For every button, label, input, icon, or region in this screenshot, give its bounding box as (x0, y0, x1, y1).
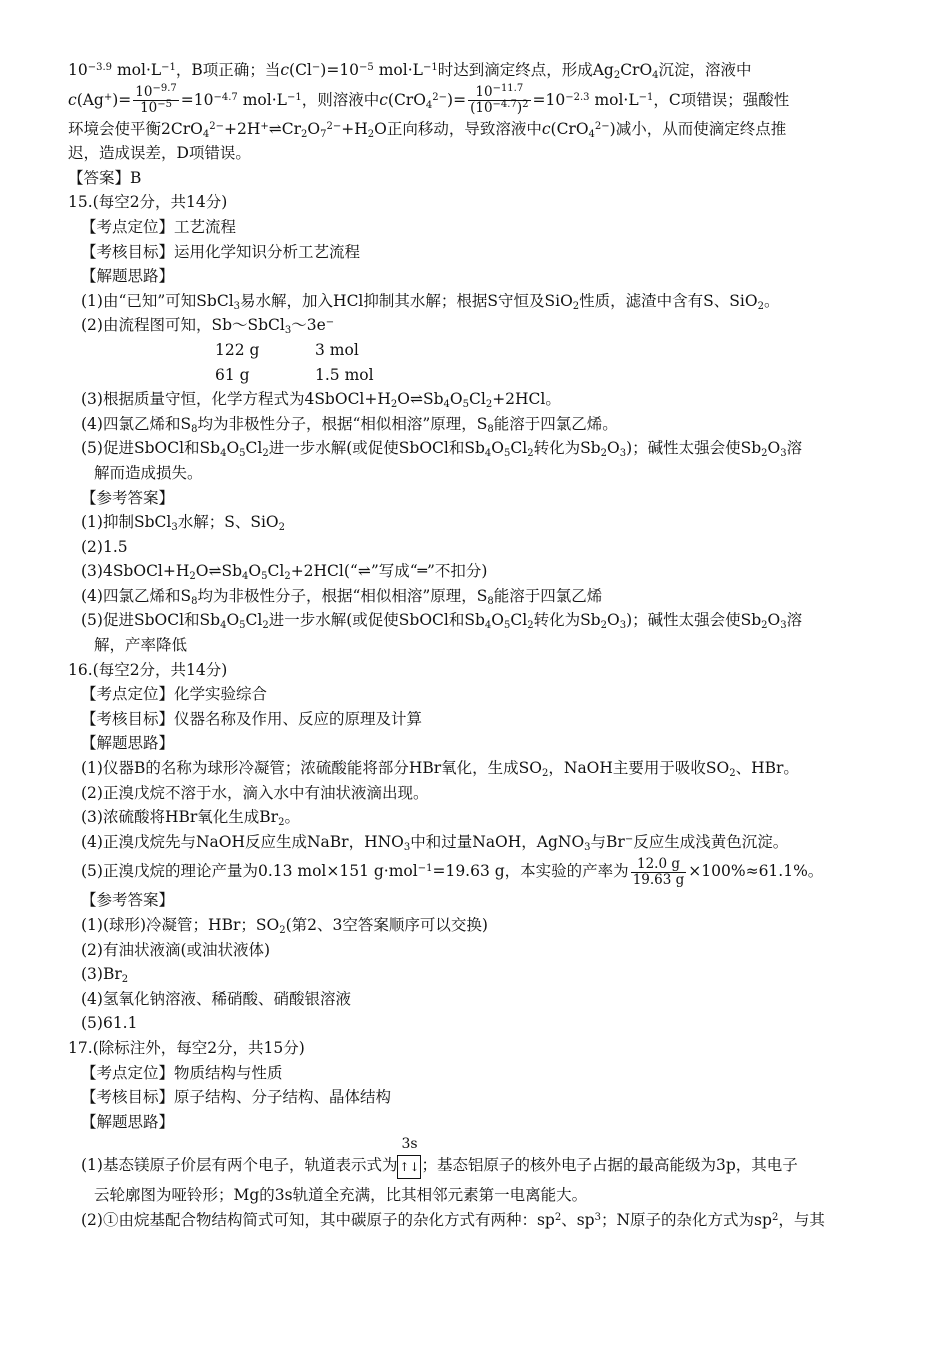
orbital-box: ↑↓ (397, 1155, 421, 1179)
text-line: (4)正溴戊烷先与NaOH反应生成NaBr，$HNO_3$中和过量NaOH，AgNO$_3$与Br−反应生成浅黄色沉淀。 (81, 832, 789, 853)
text-line: (2)①由烷基配合物结构简式可知，其中碳原子的杂化方式有两种：$sp^2$、$sp^3$；N原子的杂化方式为$sp^2$，与其 (81, 1210, 825, 1229)
section-label: 【考核目标】运用化学知识分析工艺流程 (81, 242, 361, 261)
text-line: (4)四氯乙烯和$S_8$均为非极性分子，根据“相似相溶”原理，$S_8$能溶于四氯乙烯 (81, 586, 603, 607)
text-line: (2)由流程图可知，Sb～SbCl$_3$～3e− (81, 316, 335, 337)
answer-line: 【答案】B (68, 168, 142, 187)
section-label: 【考点定位】化学实验综合 (81, 685, 268, 704)
fraction: $\frac{10^{-11.7}}{(10^{-4.7})^2}$ (470, 83, 529, 117)
text-line: (4)氢氧化钠溶液、稀硝酸、硝酸银溶液 (81, 989, 351, 1008)
orbital-label: 3s (401, 1136, 418, 1153)
text-line-with-orbital: (1)基态镁原子价层有两个电子，轨道表示式为 3s ↑↓ ；基态铝原子的核外电子占据的最高能级为3p，其电子 (68, 1148, 910, 1183)
section-label: 【考点定位】物质结构与性质 (81, 1063, 283, 1082)
text-line: (5)61.1 (81, 1014, 138, 1033)
text-line: (1)由“已知”可知SbCl$_3$易水解，加入HCl抑制其水解；根据S守恒及SiO$_2$性质，滤渣中含有S、SiO$_2$。 (81, 291, 780, 312)
text-line: (2)有油状液滴(或油状液体) (81, 940, 271, 959)
text-line-with-fractions: (5)正溴戊烷的理论产量为0.13 mol×151 g·mol$^{-1}$=19.63 g，本实验的产率为 $\frac{12.0 g}{19.63 g}$ ×100%≈61.1%。 (81, 855, 824, 888)
section-label: 【考核目标】原子结构、分子结构、晶体结构 (81, 1088, 392, 1107)
text-line: $(3)4SbOCl+H_2O\rightleftharpoons Sb_4O_5Cl_2+2HCl(“\rightleftharpoons$”写成“═”不扣分) (81, 562, 488, 583)
text-line: 云轮廓图为哑铃形；Mg的3s轨道全充满，比其相邻元素第一电离能大。 (94, 1186, 588, 1205)
calc-row (68, 338, 910, 363)
section-label: 【考核目标】仪器名称及作用、反应的原理及计算 (81, 709, 423, 728)
text-line: (5)促进SbOCl和$Sb_4O_5Cl_2$进一步水解(或促使SbOCl和$Sb_4O_5Cl_2$转化为$Sb_2O_3$)；碱性太强会使$Sb_2O_3$溶 (81, 611, 803, 632)
text-line: (2)正溴戊烷不溶于水，滴入水中有油状液滴出现。 (81, 783, 429, 802)
fraction: $\frac{10^{-9.7}}{10^{-5}}$ (135, 83, 177, 117)
section-label: 【参考答案】 (81, 891, 175, 910)
text-line: (1)抑制SbCl$_3$水解；S、SiO$_2$ (81, 513, 285, 534)
question-heading-15: 15.(每空2分，共14分) (68, 193, 228, 212)
fraction: $\frac{12.0 g}{19.63 g}$ (632, 855, 685, 888)
question-heading-17: 17.(除标注外，每空2分，共15分) (68, 1038, 305, 1057)
calc-row (68, 363, 910, 388)
text-line: (2)1.5 (81, 537, 128, 556)
section-label: 【解题思路】 (81, 734, 175, 753)
calc-cell: 3 mol (315, 340, 359, 359)
text-line: (4)四氯乙烯和$S_8$均为非极性分子，根据“相似相溶”原理，$S_8$能溶于四氯乙烯。 (81, 414, 618, 435)
text-line: (3)浓硫酸将HBr氧化生成$Br_2$。 (81, 808, 300, 829)
text-line: $(3)Br_2$ (81, 965, 129, 986)
text-line: 迟，造成误差，D项错误。 (68, 144, 251, 163)
orbital-diagram (397, 1136, 421, 1183)
text-line: 解而造成损失。 (94, 463, 203, 482)
text-line: 环境会使平衡$2CrO_4^{2-}+2H^+\rightleftharpoons Cr_2O_7^{2-}+H_2O$正向移动，导致溶液中c(CrO$_4^{2-}$)减小，从而使滴定终点推 (68, 119, 787, 140)
text-line: (1)仪器B的名称为球形冷凝管；浓硫酸能将部分HBr氧化，生成$SO_2$，NaOH主要用于吸收$SO_2$、HBr。 (81, 759, 799, 780)
text-line: (5)促进SbOCl和$Sb_4O_5Cl_2$进一步水解(或促使SbOCl和$Sb_4O_5Cl_2$转化为$Sb_2O_3$)；碱性太强会使$Sb_2O_3$溶 (81, 439, 803, 460)
text-line: $10^{-3.9}$ $mol\cdot L^{-1}$，B项正确；当$c(Cl^-)=10^{-5}$ $mol\cdot L^{-1}$时达到滴定终点，形成$Ag_2CrO_4$沉淀，溶液中 (68, 61, 752, 81)
section-label: 【参考答案】 (81, 488, 175, 507)
section-label: 【解题思路】 (81, 1112, 175, 1131)
calc-cell: 1.5 mol (315, 365, 374, 384)
text-line: 解，产率降低 (94, 636, 188, 655)
question-heading-16: 16.(每空2分，共14分) (68, 660, 228, 679)
calc-cell: 122 g (215, 340, 260, 359)
text-line-with-fractions: c(Ag+)= $\frac{10^{-9.7}}{10^{-5}}$ $=10^{-4.7}$ $mol\cdot L^{-1}$，则溶液中c(CrO$_4^{2-}$)= $\frac{10^{-11.7}}{(10^{-4.7})^2}$ $=10^{-2.3}$ $mol\cdot L^{-1}$，C项错误；强酸性 (68, 83, 790, 117)
section-label: 【解题思路】 (81, 267, 175, 286)
spacer (68, 1134, 910, 1148)
calc-cell: 61 g (215, 365, 250, 384)
section-label: 【考点定位】工艺流程 (81, 217, 237, 236)
text-line: (1)(球形)冷凝管；HBr；$SO_2$(第2、3空答案顺序可以交换) (81, 916, 488, 936)
text-line: (3)根据质量守恒，化学方程式为$4SbOCl+H_2O\rightleftharpoons Sb_4O_5Cl_2+2HCl$。 (81, 390, 561, 411)
